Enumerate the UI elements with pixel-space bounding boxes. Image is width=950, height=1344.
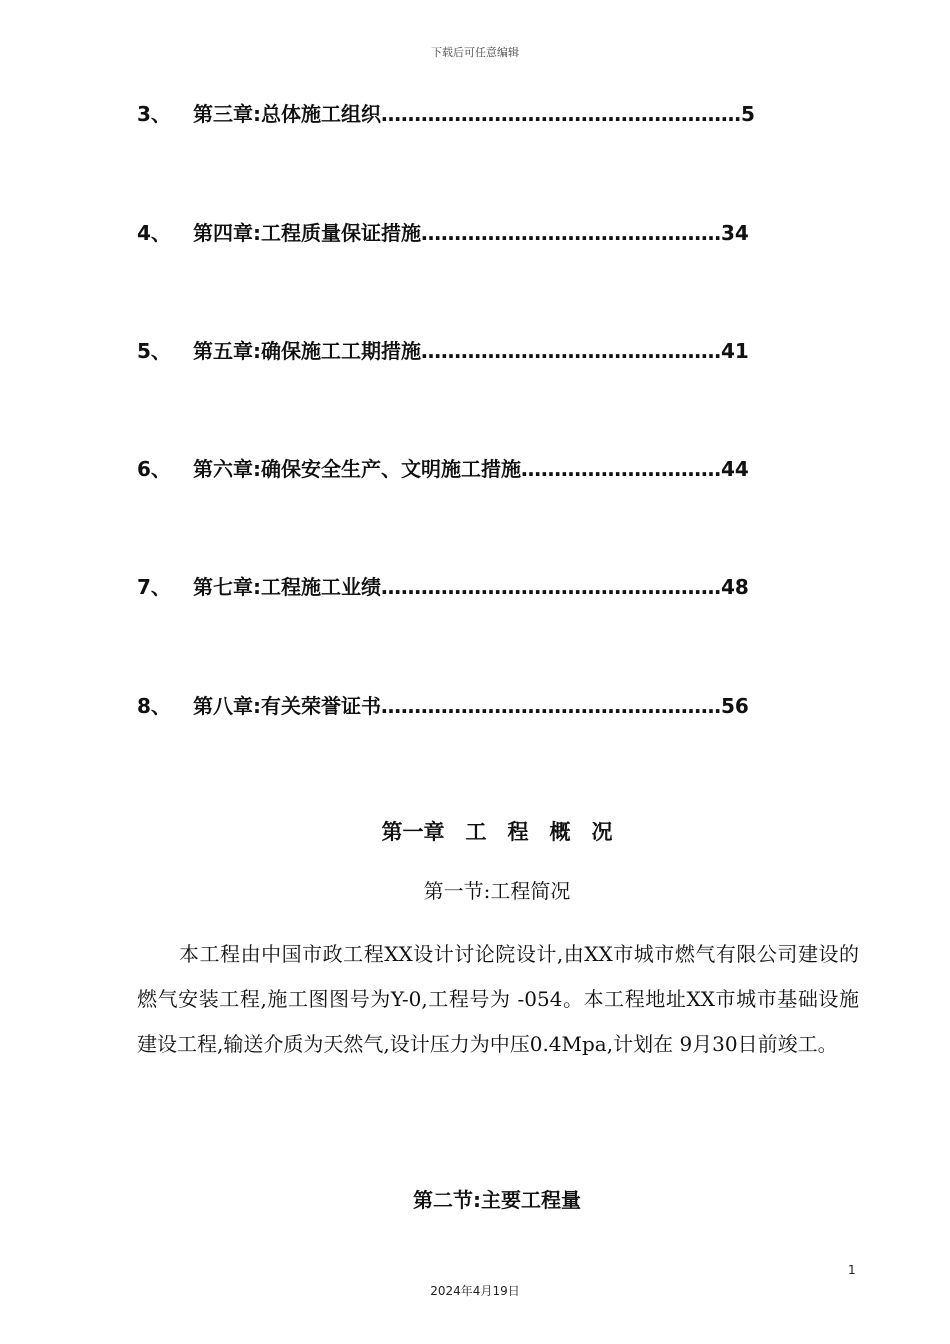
toc-entry: [137, 572, 777, 602]
toc-entry: [137, 99, 777, 129]
toc-title: 第四章:工程质量保证措施………………………………………34: [193, 221, 749, 245]
chapter-title: 第一章 工 程 概 况: [381, 820, 613, 844]
toc-number: 5、: [137, 339, 171, 363]
toc-title: 第八章:有关荣誉证书……………………………………………56: [193, 694, 749, 718]
toc-number: 4、: [137, 221, 171, 245]
toc-number: 7、: [137, 575, 171, 599]
section-title: 第一节:工程简况: [423, 879, 571, 903]
toc-title: 第七章:工程施工业绩……………………………………………48: [193, 575, 749, 599]
toc-entry: [137, 691, 777, 721]
toc-entry: [137, 218, 777, 248]
toc-entry: [137, 336, 777, 366]
page-header: 下载后可任意编辑: [431, 46, 519, 59]
section-title: 第二节:主要工程量: [413, 1188, 581, 1212]
toc-title: 第三章:总体施工组织………………………………………………5: [193, 102, 755, 126]
toc-number: 8、: [137, 694, 171, 718]
body-paragraph: 本工程由中国市政工程XX设计讨论院设计,由XX市城市燃气有限公司建设的燃气安装工程,施工图图号为Y-0,工程号为 -054。本工程地址XX市城市基础设施建设工程,输送介质为天然气,设计压力为中压0.4Mpa,计划在 9月30日前竣工。: [137, 942, 859, 1056]
footer-date: 2024年4月19日: [430, 1284, 520, 1298]
toc-title: 第五章:确保施工工期措施………………………………………41: [193, 339, 749, 363]
page-number: 1: [848, 1263, 856, 1277]
toc-entry: [137, 454, 777, 484]
toc-title: 第六章:确保安全生产、文明施工措施…………………………44: [193, 457, 749, 481]
toc-number: 3、: [137, 102, 171, 126]
toc-number: 6、: [137, 457, 171, 481]
